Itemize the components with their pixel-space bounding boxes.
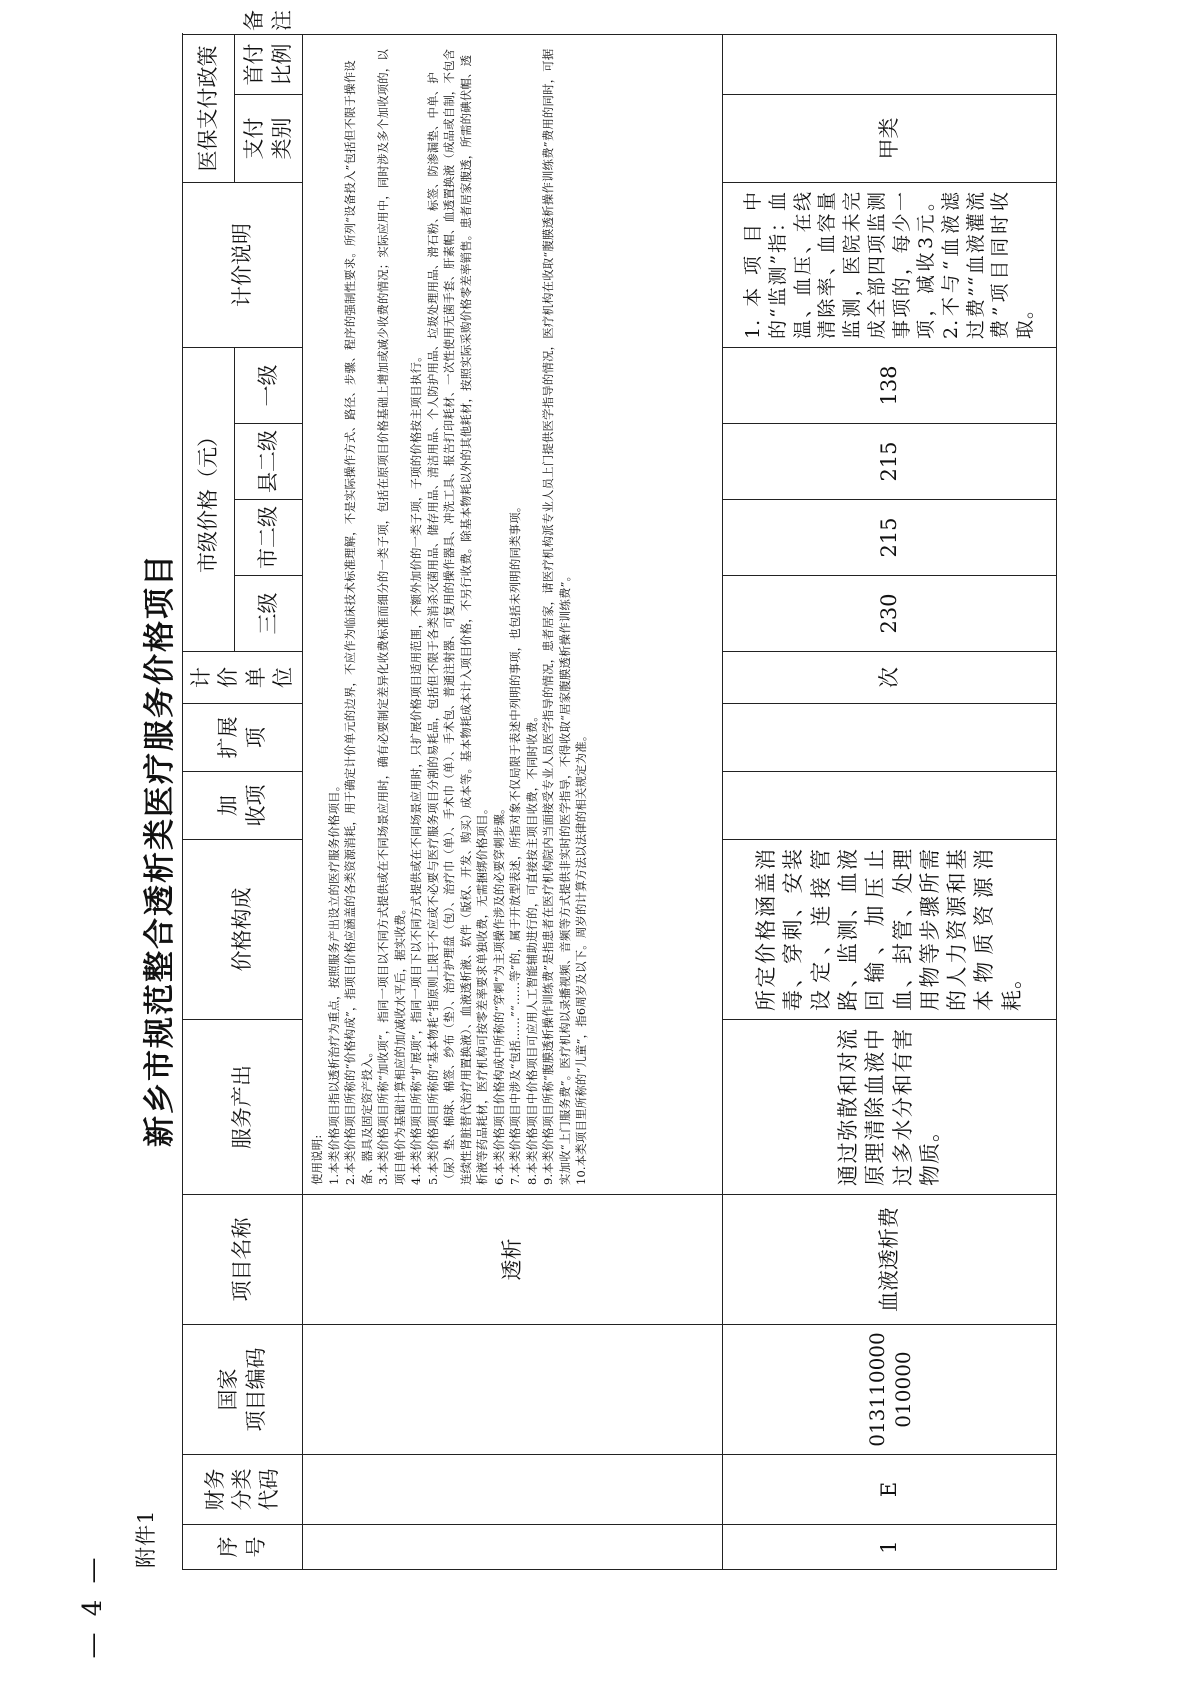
row-finance-code: E (723, 1455, 1057, 1525)
header-price-composition: 价格构成 (183, 840, 303, 1020)
row-unit: 次 (723, 652, 1057, 704)
header-item-name: 项目名称 (183, 1195, 303, 1325)
usage-notes (303, 35, 723, 1195)
usage-note: 5.本类价格项目所称的“基本物耗”指原则上限于不应或不必要与医疗服务项目分割的易耗品，包括但不限于各类消杀灭菌用品、储存用品、清洁用品、个人防护用品、垃圾处理用品、滑石粉、标签、防渗漏垫、中单、护（尿）垫、棉球、棉签、纱布（垫）、治疗护理盘（包）、治疗巾（单）、手术巾（单）、手术包、普通注射器、可复用的操作器具、冲洗工具、报告打印耗材、一次性使用无菌手套、肝素帽、血透置换液（成品或自制，不包含连续性肾脏替代治疗用置换液）、血液透析液、软件（版权、开发、购买）成本等。基本物耗成本计入项目价格，不另行收费。除基本物耗以外的其他耗材，按照实际采购价格零差率销售。患者居家腹透，所需的碘伏帽、透析液等药品耗材，医疗机构可按零差率要求单独收费，无需捆绑价格项目。 (425, 48, 489, 1185)
usage-note: 3.本类价格项目所称“加收项”，指同一项目以不同方式提供或在不同场景应用时，确有必要制定差异化收费标准而细分的一类子项，包括在原项目价格基础上增加或减少收费的情况；实际应用中，同时涉及多个加收项的，以项目单价为基础计算相应的加/减收水平后，据实收费。 (376, 48, 407, 1185)
usage-note: 4.本类价格项目所称“扩展项”，指同一项目下以不同方式提供或在不同场景应用时，只扩展价格项目适用范围，不额外加价的一类子项，子项的价格按主项目执行。 (409, 350, 423, 1185)
header-service-output: 服务产出 (183, 1020, 303, 1195)
row-price-composition: 所定价格涵盖消毒、穿刺、安装设定、连接管路、监测、血液回输、加压止血、封管、处理用物等步骤所需的人力资源和基本物质资源消耗。 (723, 840, 1057, 1020)
header-expansion: 扩展 项 (183, 704, 303, 772)
header-seq: 序 号 (183, 1525, 303, 1570)
price-table (182, 10, 1057, 1570)
category-national-code (303, 1325, 723, 1455)
usage-note: 8.本类价格项目中价格项目可应用人工智能辅助进行的，可直接按主项目收费，不同时收费。 (524, 710, 539, 1185)
header-finance-code: 财务 分类 代码 (183, 1455, 303, 1525)
usage-note: 使用说明: (310, 1134, 324, 1185)
document-title: 新乡市规范整合透析类医疗服务价格项目 (142, 553, 178, 1147)
row-level2-price: 215 (723, 500, 1057, 576)
attachment-label: 附件1 (134, 1509, 158, 1568)
rotated-page-content (130, 10, 1056, 1590)
header-insurance: 医保支付政策 (183, 35, 235, 183)
header-row-2: 三级 市二级 县二级 一级 支付 类别 首付 比例 备注 (235, 35, 303, 1570)
category-item-name: 透析 (303, 1195, 723, 1325)
row-service-output: 通过弥散和对流原理清除血液中过多水分和有害物质。 (723, 1020, 1057, 1195)
row-pricing-note: 1.本项目中的“监测”指：血温、血压、在线清除率、血容量监测，医院未完成全部四项监测事项的，每少一项，减收3元。2.不与“血液滤过费”“血液灌流费”项目同时收取。 (723, 183, 1057, 348)
usage-note: 9.本类价格项目所称“腹膜透析操作训练费”是指患者在医疗机构院内当面接受专业人员医学指导的情况，患者居家，请医疗机构派专业人员上门提供医学指导的情况，医疗机构在收取“腹膜透析操作训练费”费用的同时，可据实加收“上门服务费”。医疗机构以录播视频、音频等方式提供非实时的医学指导，不得收取“居家腹膜透析操作训练费”。 (541, 48, 572, 1185)
usage-note: 6.本类价格项目价格构成中所称的“穿刺”为主项操作涉及的必要穿刺步骤。 (491, 802, 506, 1185)
row-first-pay-ratio (723, 35, 1057, 95)
header-county2: 县二级 (235, 424, 303, 500)
usage-note: 2.本类价格项目所称的“价格构成”，指项目价格应涵盖的各类资源消耗，用于确定计价单元的边界，不应作为临床技术标准理解，不是实际操作方式、路径、步骤、程序的强制性要求。所列“设备投入”包括但不限于操作设备、器具及固定资产投入。 (343, 60, 374, 1185)
header-level3: 三级 (235, 576, 303, 652)
row-item-name: 血液透析费 (723, 1195, 1057, 1325)
row-national-code: 013110000010000 (723, 1325, 1057, 1455)
table-row (723, 35, 1057, 1570)
header-level1: 一级 (235, 348, 303, 424)
header-first-pay-ratio: 首付 比例 (235, 35, 303, 95)
usage-note: 1.本类价格项目指以透析治疗为重点，按照服务产出设立的医疗服务价格项目。 (326, 779, 341, 1185)
header-city-price: 市级价格（元） (183, 348, 235, 652)
header-pay-category: 支付 类别 (235, 95, 303, 183)
row-county2-price: 215 (723, 424, 1057, 500)
header-pricing-note: 计价说明 (183, 183, 303, 348)
row-add-on (723, 772, 1057, 840)
header-add-on: 加 收项 (183, 772, 303, 840)
category-seq (303, 1525, 723, 1570)
row-seq: 1 (723, 1525, 1057, 1570)
page-number: — 4 — (78, 1553, 108, 1659)
row-pay-category: 甲类 (723, 95, 1057, 183)
usage-notes-text (305, 38, 594, 1191)
header-national-code: 国家 项目编码 (183, 1325, 303, 1455)
usage-note: 7.本类价格项目中涉及“包括……”“……等”的，属于开放型表述，所指对象不仅局限于表述中列明的事项，也包括未列明的同类事项。 (508, 500, 522, 1185)
header-row-1 (183, 35, 235, 1570)
row-level1-price: 138 (723, 348, 1057, 424)
header-level2: 市二级 (235, 500, 303, 576)
usage-note: 10.本类项目里所称的“儿童”，指6周岁及以下。周岁的计算方法以法律的相关规定为准。 (574, 729, 588, 1185)
row-level3-price: 230 (723, 576, 1057, 652)
header-unit: 计 价 单 位 (183, 652, 303, 704)
row-expansion (723, 704, 1057, 772)
category-finance-code (303, 1455, 723, 1525)
category-row (303, 35, 723, 1570)
